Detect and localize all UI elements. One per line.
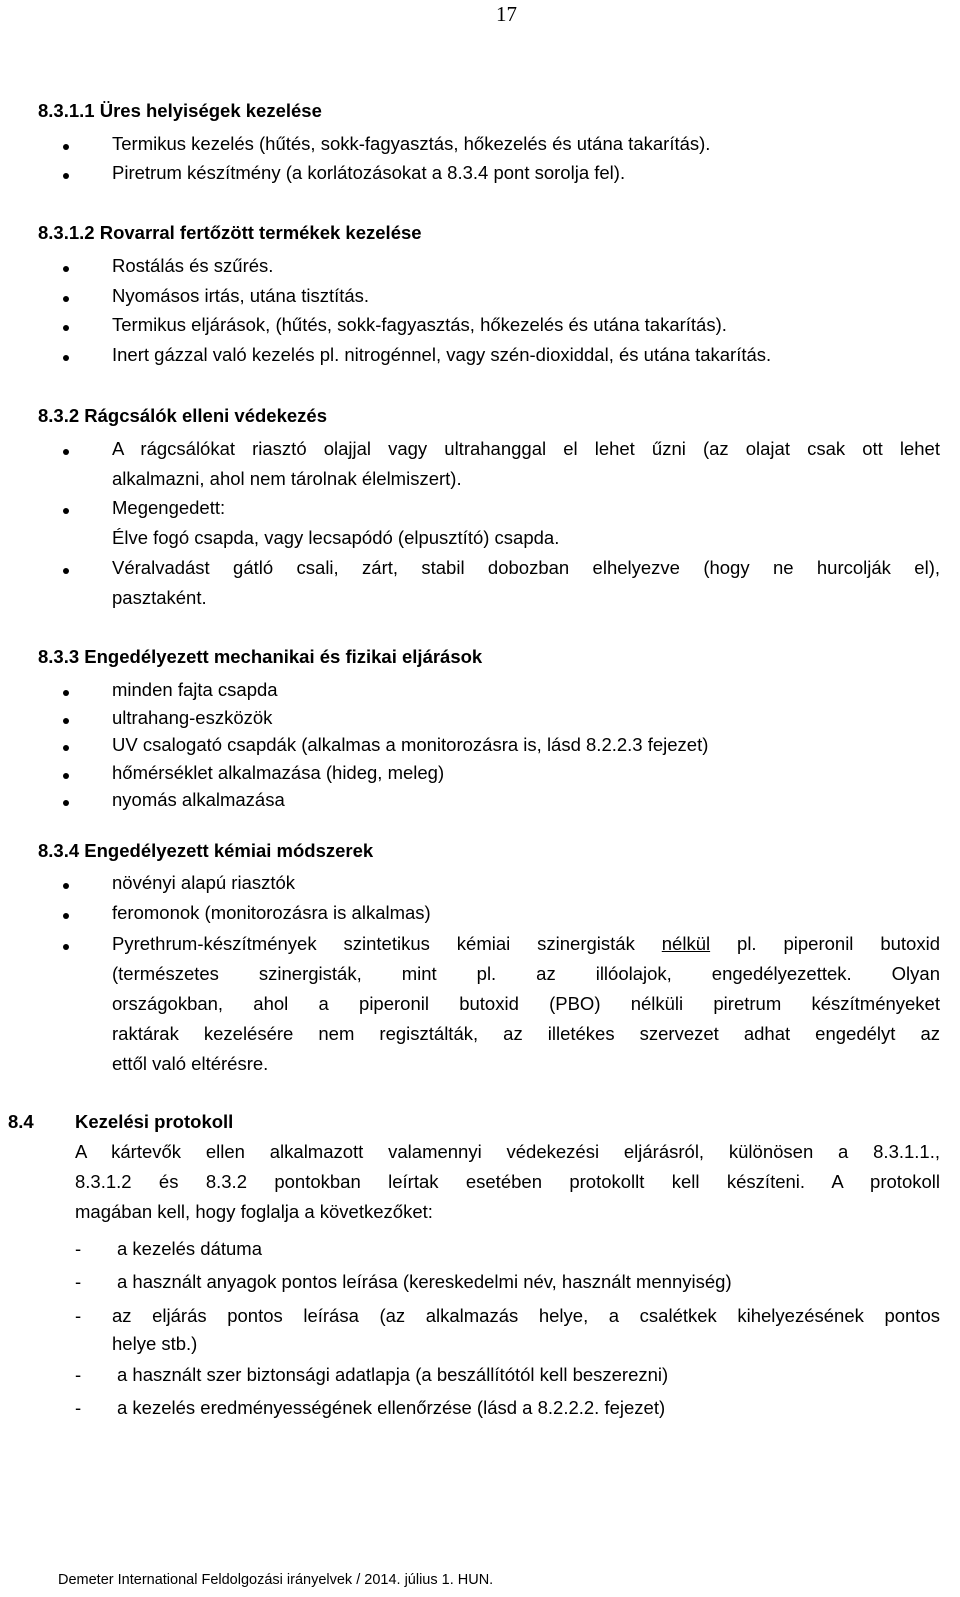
list-item-line: pasztaként.	[112, 587, 207, 608]
underlined-word: nélkül	[661, 933, 711, 954]
dash-marker: -	[75, 1364, 82, 1385]
list-item-line: Véralvadást gátló csali, zárt, stabil dobozban elhelyezve (hogy ne hurcolják el),	[112, 557, 940, 578]
list-item-line: ettől való eltérésre.	[112, 1053, 269, 1074]
section-heading-8-3-3: 8.3.3 Engedélyezett mechanikai és fizikai eljárások	[38, 646, 483, 667]
dash-list-item: a kezelés eredményességének ellenőrzése (lásd a 8.2.2.2. fejezet)	[117, 1397, 666, 1418]
section-heading-8-3-1-1: 8.3.1.1 Üres helyiségek kezelése	[38, 100, 322, 121]
paragraph-line: A kártevők ellen alkalmazott valamennyi védekezési eljárásról, különösen a 8.3.1.1.,	[75, 1141, 940, 1162]
dash-list-item: a használt szer biztonsági adatlapja (a beszállítótól kell beszerezni)	[117, 1364, 669, 1385]
list-item-line: alkalmazni, ahol nem tárolnak élelmiszert).	[112, 468, 462, 489]
list-item: Rostálás és szűrés.	[112, 255, 274, 276]
dash-list-item: a használt anyagok pontos leírása (kereskedelmi név, használt mennyiség)	[117, 1271, 732, 1292]
section-title-8-4: Kezelési protokoll	[75, 1111, 234, 1132]
bullet-icon	[63, 773, 69, 779]
list-item: minden fajta csapda	[112, 679, 278, 700]
bullet-icon	[63, 296, 69, 302]
bullet-icon	[63, 718, 69, 724]
bullet-icon	[63, 913, 69, 919]
bullet-icon	[63, 690, 69, 696]
bullet-icon	[63, 144, 69, 150]
section-number-8-4: 8.4	[8, 1111, 34, 1132]
list-item-line: raktárak kezelésére nem regisztálták, az illetékes szervezet adhat engedélyt az	[112, 1023, 940, 1044]
dash-list-item: az eljárás pontos leírása (az alkalmazás helye, a csalétkek kihelyezésének pontos	[112, 1305, 940, 1326]
page-footer: Demeter International Feldolgozási irányelvek / 2014. július 1. HUN.	[58, 1572, 494, 1588]
page-number: 17	[496, 2, 517, 26]
list-item: hőmérséklet alkalmazása (hideg, meleg)	[112, 762, 445, 783]
bullet-icon	[63, 266, 69, 272]
list-item-line: országokban, ahol a piperonil butoxid (PBO) nélküli piretrum készítményeket	[112, 993, 940, 1014]
list-item-line: Pyrethrum-készítmények szintetikus kémiai szinergisták nélkül pl. piperonil butoxid	[112, 933, 940, 954]
bullet-icon	[63, 355, 69, 361]
section-heading-8-3-2: 8.3.2 Rágcsálók elleni védekezés	[38, 405, 327, 426]
dash-marker: -	[75, 1397, 82, 1418]
dash-list-item: helye stb.)	[112, 1333, 198, 1354]
list-item: Termikus eljárások, (hűtés, sokk-fagyasztás, hőkezelés és utána takarítás).	[112, 314, 727, 335]
bullet-icon	[63, 325, 69, 331]
bullet-icon	[63, 449, 69, 455]
list-item-line: A rágcsálókat riasztó olajjal vagy ultrahanggal el lehet űzni (az olajat csak ott lehet	[112, 438, 940, 459]
list-item: Piretrum készítmény (a korlátozásokat a 8.3.4 pont sorolja fel).	[112, 162, 626, 183]
bullet-icon	[63, 883, 69, 889]
list-item-line: (természetes szinergisták, mint pl. az illóolajok, engedélyezettek. Olyan	[112, 963, 940, 984]
dash-marker: -	[75, 1238, 82, 1259]
list-item: UV csalogató csapdák (alkalmas a monitorozásra is, lásd 8.2.2.3 fejezet)	[112, 734, 709, 755]
paragraph-line: magában kell, hogy foglalja a következőket:	[75, 1201, 433, 1222]
list-item: Inert gázzal való kezelés pl. nitrogénnel, vagy szén-dioxiddal, és utána takarítás.	[112, 344, 772, 365]
list-item: növényi alapú riasztók	[112, 872, 296, 893]
list-item: Termikus kezelés (hűtés, sokk-fagyasztás, hőkezelés és utána takarítás).	[112, 133, 711, 154]
bullet-icon	[63, 568, 69, 574]
bullet-icon	[63, 800, 69, 806]
list-item: feromonok (monitorozásra is alkalmas)	[112, 902, 431, 923]
list-item: nyomás alkalmazása	[112, 789, 285, 810]
dash-marker: -	[75, 1271, 82, 1292]
bullet-icon	[63, 944, 69, 950]
dash-list-item: a kezelés dátuma	[117, 1238, 263, 1259]
bullet-icon	[63, 745, 69, 751]
list-item-line: Élve fogó csapda, vagy lecsapódó (elpusztító) csapda.	[112, 527, 560, 548]
list-item: ultrahang-eszközök	[112, 707, 273, 728]
dash-marker: -	[75, 1305, 82, 1326]
bullet-icon	[63, 173, 69, 179]
list-item: Nyomásos irtás, utána tisztítás.	[112, 285, 370, 306]
section-heading-8-3-4: 8.3.4 Engedélyezett kémiai módszerek	[38, 840, 374, 861]
section-heading-8-3-1-2: 8.3.1.2 Rovarral fertőzött termékek kezelése	[38, 222, 422, 243]
bullet-icon	[63, 508, 69, 514]
paragraph-line: 8.3.1.2 és 8.3.2 pontokban leírtak esetében protokollt kell készíteni. A protokoll	[75, 1171, 940, 1192]
list-item-line: Megengedett:	[112, 497, 226, 518]
